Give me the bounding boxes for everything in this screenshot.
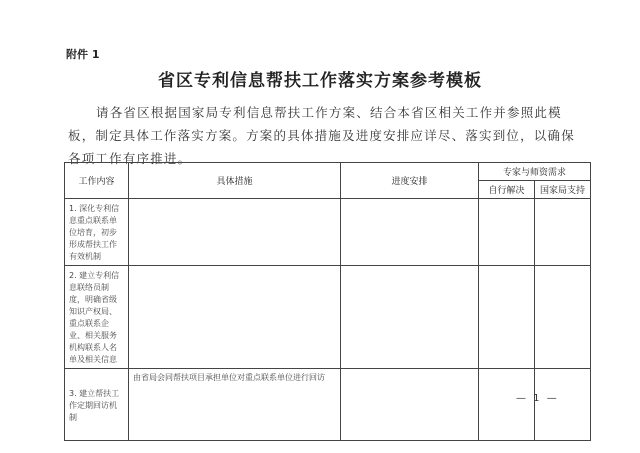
row-2-measure: [129, 266, 341, 369]
row-1-measure: [129, 199, 341, 266]
row-2-work: 2. 建立专利信息联络员制度，明确省级知识产权局、重点联系企业、相关服务机构联系人名单及相关信息: [65, 266, 129, 369]
row-3-work: 3. 建立帮扶工作定期回访机制: [65, 369, 129, 441]
plan-table: [64, 162, 591, 441]
table-row: [65, 199, 591, 266]
row-1-work: 1. 深化专利信息重点联系单位培育，初步形成帮扶工作有效机制: [65, 199, 129, 266]
intro-paragraph: 请各省区根据国家局专利信息帮扶工作方案、结合本省区相关工作并参照此模板，制定具体工作落实方案。方案的具体措施及进度安排应详尽、落实到位，以确保各项工作有序推进。: [68, 105, 575, 166]
header-measures: 具体措施: [129, 163, 341, 199]
header-bureau-support: 国家局支持: [535, 181, 591, 199]
row-1-self: [479, 199, 535, 266]
table-row: [65, 266, 591, 369]
row-3-bureau: [535, 369, 591, 441]
row-1-schedule: [341, 199, 479, 266]
row-3-self: [479, 369, 535, 441]
row-2-self: [479, 266, 535, 369]
row-2-schedule: [341, 266, 479, 369]
header-self-solve: 自行解决: [479, 181, 535, 199]
row-3-measure: 由省局会同帮扶项目承担单位对重点联系单位进行回访: [129, 369, 341, 441]
attachment-label: 附件 1: [66, 48, 100, 61]
header-schedule: 进度安排: [341, 163, 479, 199]
row-1-bureau: [535, 199, 591, 266]
header-expert-needs: 专家与师资需求: [479, 163, 591, 181]
page-number: — 1 —: [516, 393, 559, 404]
document-title: 省区专利信息帮扶工作落实方案参考模板: [158, 71, 482, 91]
row-3-schedule: [341, 369, 479, 441]
table-row: [65, 369, 591, 441]
row-2-bureau: [535, 266, 591, 369]
header-work-content: 工作内容: [65, 163, 129, 199]
